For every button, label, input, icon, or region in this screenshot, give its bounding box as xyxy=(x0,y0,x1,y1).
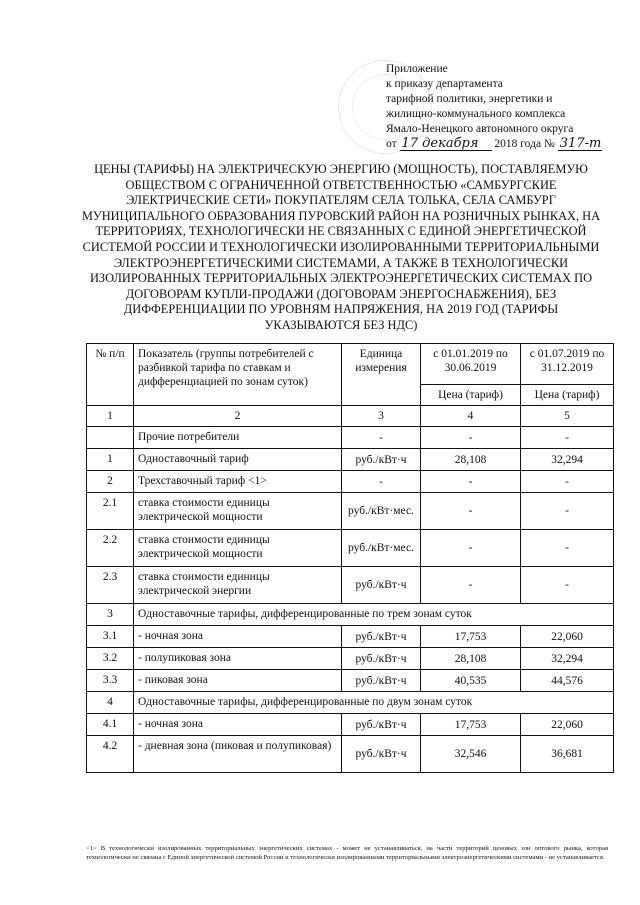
appendix-block xyxy=(386,62,626,152)
row-price-1: - xyxy=(421,567,521,604)
table-section-row xyxy=(87,604,614,626)
header-period-1: с 01.01.2019 по 30.06.2019 xyxy=(421,344,521,385)
row-price-2: - xyxy=(521,567,614,604)
table-row xyxy=(87,626,614,648)
row-price-2: 32,294 xyxy=(521,648,614,670)
row-num: 1 xyxy=(87,449,134,471)
column-number: 3 xyxy=(342,406,421,427)
column-number: 1 xyxy=(87,406,134,427)
handwritten-date: 17 декабря xyxy=(400,138,492,151)
row-price-2: - xyxy=(521,530,614,567)
row-name: ставка стоимости единицы электрической мощности xyxy=(134,493,342,530)
row-price-1: 28,108 xyxy=(421,449,521,471)
row-unit: руб./кВт·мес. xyxy=(342,493,421,530)
date-suffix: 2018 года № xyxy=(494,138,555,150)
footnote: <1> В технологически изолированных территориальных энергетических системах - может не устанавливаться, на части территорий ценовых зон оптового рынка, которая технологически не связана с Единой энергетической системой России и технологически изолированными территориальными электроэнергетическими системами - не устанавливается. xyxy=(86,845,608,861)
table-row xyxy=(87,471,614,493)
table-row xyxy=(87,493,614,530)
header-period-2: с 01.07.2019 по 31.12.2019 xyxy=(521,344,614,385)
row-unit: руб./кВт·ч xyxy=(342,449,421,471)
row-num: 2.2 xyxy=(87,530,134,567)
row-unit: руб./кВт·ч xyxy=(342,736,421,773)
header-price-2: Цена (тариф) xyxy=(521,385,614,406)
row-price-2: - xyxy=(521,493,614,530)
row-name: - дневная зона (пиковая и полупиковая) xyxy=(134,736,342,773)
header-unit: Единица измерения xyxy=(342,344,421,406)
row-price-1: - xyxy=(421,530,521,567)
appendix-date-line xyxy=(386,137,626,152)
row-name: Прочие потребители xyxy=(134,427,342,449)
table-row xyxy=(87,567,614,604)
row-num xyxy=(87,427,134,449)
section-name: Одноставочные тарифы, дифференцированные по двум зонам суток xyxy=(134,692,614,714)
row-unit: руб./кВт·ч xyxy=(342,626,421,648)
table-row xyxy=(87,449,614,471)
row-price-2: 22,060 xyxy=(521,714,614,736)
row-name: - полупиковая зона xyxy=(134,648,342,670)
row-price-1: 40,535 xyxy=(421,670,521,692)
row-price-1: 28,108 xyxy=(421,648,521,670)
row-unit: руб./кВт·ч xyxy=(342,670,421,692)
row-price-2: 22,060 xyxy=(521,626,614,648)
row-num: 4 xyxy=(87,692,134,714)
row-unit: руб./кВт·ч xyxy=(342,567,421,604)
table-row xyxy=(87,714,614,736)
row-price-1: - xyxy=(421,493,521,530)
appendix-line: к приказу департамента xyxy=(386,78,503,90)
row-price-2: 32,294 xyxy=(521,449,614,471)
row-price-2: - xyxy=(521,427,614,449)
row-price-1: 17,753 xyxy=(421,714,521,736)
row-price-2: 36,681 xyxy=(521,736,614,773)
row-name: Одноставочный тариф xyxy=(134,449,342,471)
column-number: 2 xyxy=(134,406,342,427)
row-num: 3.3 xyxy=(87,670,134,692)
row-num: 4.2 xyxy=(87,736,134,773)
date-prefix: от xyxy=(386,138,397,150)
row-num: 3 xyxy=(87,604,134,626)
appendix-line: жилищно-коммунального комплекса xyxy=(386,108,566,120)
handwritten-order-number: 317-т xyxy=(559,136,602,151)
row-name: - пиковая зона xyxy=(134,670,342,692)
row-unit: - xyxy=(342,427,421,449)
appendix-line: Ямало-Ненецкого автономного округа xyxy=(386,123,574,135)
row-price-1: - xyxy=(421,471,521,493)
row-num: 2.3 xyxy=(87,567,134,604)
row-name: ставка стоимости единицы электрической мощности xyxy=(134,530,342,567)
row-unit: - xyxy=(342,471,421,493)
section-name: Одноставочные тарифы, дифференцированные по трем зонам суток xyxy=(134,604,614,626)
header-indicator: Показатель (группы потребителей с разбивкой тарифа по ставкам и дифференциацией по зонам суток) xyxy=(134,344,342,406)
table-row xyxy=(87,427,614,449)
row-num: 3.1 xyxy=(87,626,134,648)
row-price-1: 17,753 xyxy=(421,626,521,648)
row-name: Трехставочный тариф <1> xyxy=(134,471,342,493)
row-price-1: 32,546 xyxy=(421,736,521,773)
row-num: 2 xyxy=(87,471,134,493)
appendix-line: тарифной политики, энергетики и xyxy=(386,93,553,105)
row-num: 3.2 xyxy=(87,648,134,670)
header-num: № п/п xyxy=(87,344,134,406)
row-name: ставка стоимости единицы электрической энергии xyxy=(134,567,342,604)
row-price-2: - xyxy=(521,471,614,493)
tariff-table xyxy=(86,343,614,773)
column-number: 4 xyxy=(421,406,521,427)
row-name: - ночная зона xyxy=(134,626,342,648)
row-price-1: - xyxy=(421,427,521,449)
row-price-2: 44,576 xyxy=(521,670,614,692)
row-unit: руб./кВт·ч xyxy=(342,714,421,736)
document-title: ЦЕНЫ (ТАРИФЫ) НА ЭЛЕКТРИЧЕСКУЮ ЭНЕРГИЮ (МОЩНОСТЬ), ПОСТАВЛЯЕМУЮ ОБЩЕСТВОМ С ОГРАНИЧЕННОЙ ОТВЕТСТВЕННОСТЬЮ «САМБУРГСКИЕ ЭЛЕКТРИЧЕСКИЕ СЕТИ» ПОКУПАТЕЛЯМ СЕЛА ТОЛЬКА, СЕЛА САМБУРГ МУНИЦИПАЛЬНОГО ОБРАЗОВАНИЯ ПУРОВСКИЙ РАЙОН НА РОЗНИЧНЫХ РЫНКАХ, НА ТЕРРИТОРИЯХ, ТЕХНОЛОГИЧЕСКИ НЕ СВЯЗАННЫХ С ЕДИНОЙ ЭНЕРГЕТИЧЕСКОЙ СИСТЕМОЙ РОССИИ И ТЕХНОЛОГИЧЕСКИ ИЗОЛИРОВАННЫМИ ТЕРРИТОРИАЛЬНЫМИ ЭЛЕКТРОЭНЕРГЕТИЧЕСКИМИ СИСТЕМАМИ, А ТАКЖЕ В ТЕХНОЛОГИЧЕСКИ ИЗОЛИРОВАННЫХ ТЕРРИТОРИАЛЬНЫХ ЭЛЕКТРОЭНЕРГЕТИЧЕСКИХ СИСТЕМАХ ПО ДОГОВОРАМ КУПЛИ-ПРОДАЖИ (ДОГОВОРАМ ЭНЕРГОСНАБЖЕНИЯ), БЕЗ ДИФФЕРЕНЦИАЦИИ ПО УРОВНЯМ НАПРЯЖЕНИЯ, НА 2019 ГОД (ТАРИФЫ УКАЗЫВАЮТСЯ БЕЗ НДС) xyxy=(81,162,601,332)
table-section-row xyxy=(87,692,614,714)
row-num: 2.1 xyxy=(87,493,134,530)
header-price-1: Цена (тариф) xyxy=(421,385,521,406)
table-row xyxy=(87,670,614,692)
row-name: - ночная зона xyxy=(134,714,342,736)
row-num: 4.1 xyxy=(87,714,134,736)
table-row xyxy=(87,530,614,567)
table-row xyxy=(87,648,614,670)
row-unit: руб./кВт·ч xyxy=(342,648,421,670)
row-unit: руб./кВт·мес. xyxy=(342,530,421,567)
table-row xyxy=(87,736,614,773)
appendix-line: Приложение xyxy=(386,63,448,75)
column-number: 5 xyxy=(521,406,614,427)
